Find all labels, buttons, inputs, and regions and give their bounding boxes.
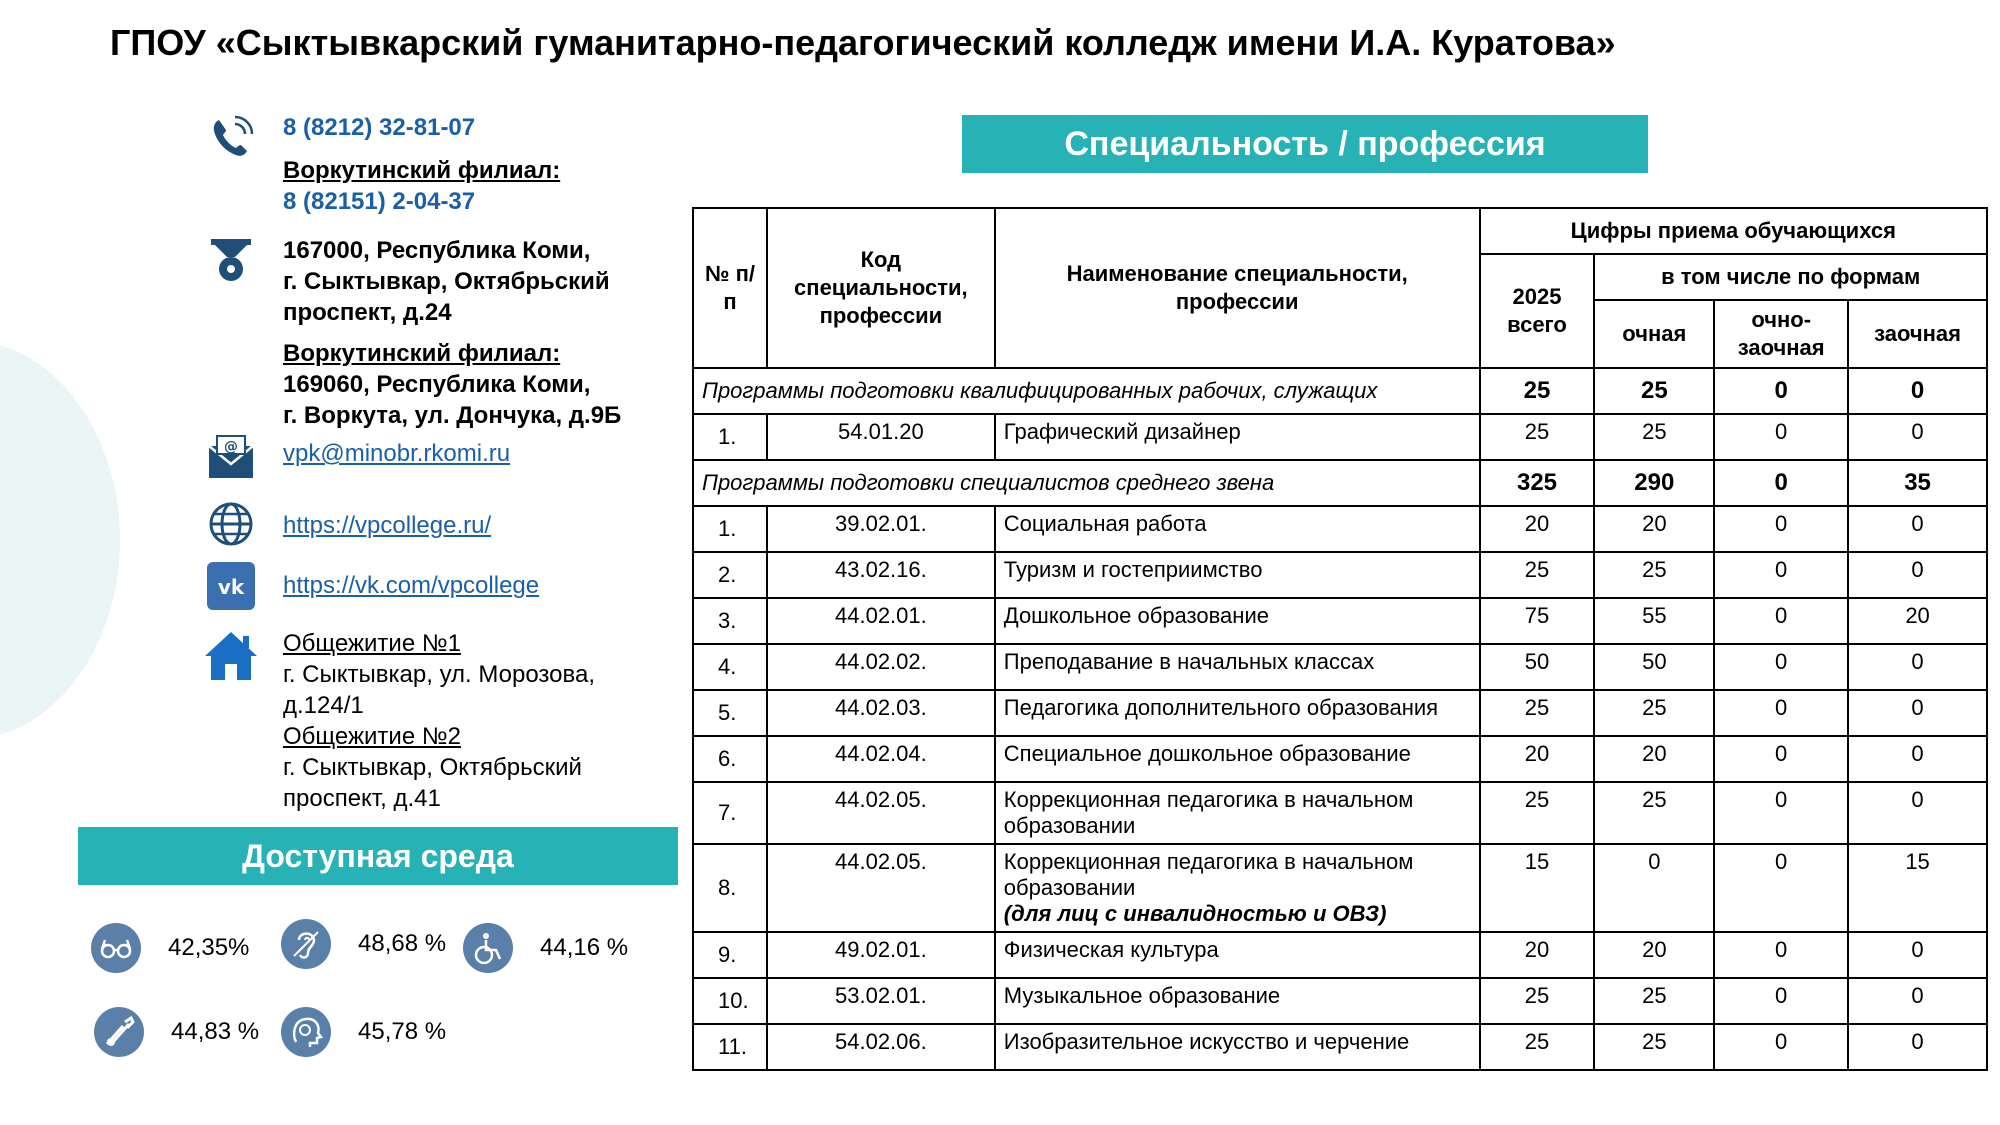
row-num: 5. (693, 690, 767, 736)
admission-table (692, 207, 1988, 1071)
row-name (995, 1024, 1480, 1070)
row-num: 4. (693, 644, 767, 690)
accessible-environment-banner: Доступная среда (78, 827, 678, 885)
row-name-text: Педагогика дополнительного образования (1003, 695, 1439, 720)
group-part: 0 (1714, 368, 1848, 414)
row-part: 0 (1714, 844, 1848, 932)
table-group-row (693, 460, 1987, 506)
row-part: 0 (1714, 506, 1848, 552)
header-full-time: очная (1594, 300, 1714, 368)
row-name-note: (для лиц с инвалидностью и ОВЗ) (1003, 901, 1387, 926)
table-row (693, 598, 1987, 644)
row-extra: 0 (1848, 736, 1987, 782)
row-extra: 0 (1848, 644, 1987, 690)
row-total: 25 (1480, 782, 1595, 844)
row-full: 25 (1594, 552, 1714, 598)
row-num: 9. (693, 932, 767, 978)
row-num: 8. (693, 844, 767, 932)
svg-text:vk: vk (217, 575, 245, 599)
row-total: 25 (1480, 690, 1595, 736)
row-name (995, 598, 1480, 644)
row-name (995, 414, 1480, 460)
group-extra: 35 (1848, 460, 1987, 506)
row-code: 44.02.05. (767, 844, 995, 932)
address-line-2: г. Сыктывкар, Октябрьский (283, 268, 610, 295)
hand-icon (93, 1006, 145, 1058)
row-name (995, 932, 1480, 978)
table-row (693, 644, 1987, 690)
dorm2-line-2: проспект, д.41 (283, 785, 441, 812)
email-link[interactable]: vpk@minobr.rkomi.ru (283, 440, 511, 467)
row-name (995, 552, 1480, 598)
specialty-banner: Специальность / профессия (962, 115, 1648, 173)
phone-icon (205, 112, 257, 164)
row-part: 0 (1714, 978, 1848, 1024)
vorkuta-address-line-1: 169060, Республика Коми, (283, 371, 591, 398)
row-total: 75 (1480, 598, 1595, 644)
vk-icon (205, 560, 257, 612)
vorkuta-phone-label: Воркутинский филиал: (283, 157, 561, 184)
table-row (693, 414, 1987, 460)
group-total: 325 (1480, 460, 1595, 506)
row-num: 10. (693, 978, 767, 1024)
table-row (693, 782, 1987, 844)
row-num: 7. (693, 782, 767, 844)
row-part: 0 (1714, 1024, 1848, 1070)
row-extra: 0 (1848, 506, 1987, 552)
row-part: 0 (1714, 932, 1848, 978)
table-row (693, 506, 1987, 552)
row-name-text: Изобразительное искусство и черчение (1003, 1029, 1410, 1054)
row-code: 44.02.03. (767, 690, 995, 736)
row-code: 49.02.01. (767, 932, 995, 978)
group-full: 290 (1594, 460, 1714, 506)
address-line-3: проспект, д.24 (283, 299, 452, 326)
group-label: Программы подготовки специалистов среднего звена (693, 460, 1480, 506)
row-num: 6. (693, 736, 767, 782)
header-total: 2025 всего (1480, 254, 1595, 368)
vk-link[interactable]: https://vk.com/vpcollege (283, 572, 540, 599)
table-group-row (693, 368, 1987, 414)
row-name (995, 506, 1480, 552)
row-code: 53.02.01. (767, 978, 995, 1024)
row-num: 1. (693, 506, 767, 552)
row-num: 1. (693, 414, 767, 460)
header-code: Код специальности, профессии (767, 208, 995, 368)
wheelchair-icon (462, 922, 514, 974)
table-row (693, 690, 1987, 736)
row-part: 0 (1714, 552, 1848, 598)
group-total: 25 (1480, 368, 1595, 414)
row-code: 39.02.01. (767, 506, 995, 552)
row-total: 25 (1480, 552, 1595, 598)
row-code: 44.02.01. (767, 598, 995, 644)
row-full: 0 (1594, 844, 1714, 932)
group-extra: 0 (1848, 368, 1987, 414)
row-code: 54.02.06. (767, 1024, 995, 1070)
row-extra: 0 (1848, 1024, 1987, 1070)
group-part: 0 (1714, 460, 1848, 506)
row-extra: 0 (1848, 782, 1987, 844)
svg-text:@: @ (224, 439, 238, 455)
table-row (693, 932, 1987, 978)
access-stat-value: 44,16 % (540, 934, 629, 961)
row-full: 25 (1594, 414, 1714, 460)
header-name: Наименование специальности, профессии (995, 208, 1480, 368)
dorm2-label: Общежитие №2 (283, 723, 461, 750)
row-name-text: Туризм и гостеприимство (1003, 557, 1263, 582)
row-part: 0 (1714, 782, 1848, 844)
row-name (995, 736, 1480, 782)
dorm1-label: Общежитие №1 (283, 630, 461, 657)
header-num: № п/п (693, 208, 767, 368)
row-name-text: Коррекционная педагогика в начальном образовании (1003, 787, 1414, 838)
row-num: 11. (693, 1024, 767, 1070)
row-extra: 15 (1848, 844, 1987, 932)
row-extra: 0 (1848, 552, 1987, 598)
row-full: 25 (1594, 978, 1714, 1024)
row-num: 2. (693, 552, 767, 598)
globe-icon (205, 498, 257, 550)
address-line-1: 167000, Республика Коми, (283, 237, 591, 264)
dorm2-line-1: г. Сыктывкар, Октябрьский (283, 754, 582, 781)
head-icon (280, 1006, 332, 1058)
decorative-circle (0, 340, 120, 740)
row-extra: 0 (1848, 690, 1987, 736)
row-name (995, 844, 1480, 932)
row-code: 43.02.16. (767, 552, 995, 598)
access-stat-value: 44,83 % (171, 1018, 260, 1045)
row-full: 20 (1594, 506, 1714, 552)
header-extramural: заочная (1848, 300, 1987, 368)
row-name-text: Социальная работа (1003, 511, 1207, 536)
row-code: 44.02.04. (767, 736, 995, 782)
table-row (693, 978, 1987, 1024)
header-forms: в том числе по формам (1594, 254, 1987, 300)
row-extra: 0 (1848, 414, 1987, 460)
row-num: 3. (693, 598, 767, 644)
row-part: 0 (1714, 414, 1848, 460)
row-name (995, 690, 1480, 736)
ear-icon (280, 918, 332, 970)
glasses-icon (90, 922, 142, 974)
row-part: 0 (1714, 644, 1848, 690)
table-row (693, 552, 1987, 598)
row-extra: 0 (1848, 978, 1987, 1024)
row-total: 15 (1480, 844, 1595, 932)
table-row (693, 736, 1987, 782)
row-code: 44.02.05. (767, 782, 995, 844)
location-pin-icon (205, 235, 257, 287)
row-name-text: Коррекционная педагогика в начальном образовании (1003, 849, 1414, 900)
table-row (693, 1024, 1987, 1070)
row-full: 25 (1594, 782, 1714, 844)
row-part: 0 (1714, 736, 1848, 782)
row-name-text: Специальное дошкольное образование (1003, 741, 1411, 766)
row-name-text: Дошкольное образование (1003, 603, 1269, 628)
row-part: 0 (1714, 690, 1848, 736)
access-stat-value: 45,78 % (358, 1018, 447, 1045)
access-stat-value: 48,68 % (358, 930, 447, 957)
row-full: 25 (1594, 1024, 1714, 1070)
row-full: 20 (1594, 932, 1714, 978)
house-icon (201, 628, 261, 684)
vorkuta-address-label: Воркутинский филиал: (283, 340, 561, 367)
row-extra: 0 (1848, 932, 1987, 978)
row-name-text: Графический дизайнер (1003, 419, 1241, 444)
dorm1-line-1: г. Сыктывкар, ул. Морозова, (283, 661, 595, 688)
row-part: 0 (1714, 598, 1848, 644)
dorm1-line-2: д.124/1 (283, 692, 364, 719)
main-phone: 8 (8212) 32-81-07 (283, 114, 476, 141)
row-code: 44.02.02. (767, 644, 995, 690)
header-admission: Цифры приема обучающихся (1480, 208, 1987, 254)
email-icon (205, 432, 257, 484)
row-full: 55 (1594, 598, 1714, 644)
row-total: 20 (1480, 736, 1595, 782)
group-label: Программы подготовки квалифицированных рабочих, служащих (693, 368, 1480, 414)
row-total: 20 (1480, 932, 1595, 978)
group-full: 25 (1594, 368, 1714, 414)
vorkuta-phone: 8 (82151) 2-04-37 (283, 188, 476, 215)
row-full: 50 (1594, 644, 1714, 690)
access-stat-value: 42,35% (168, 934, 250, 961)
row-name (995, 644, 1480, 690)
header-part-time: очно-заочная (1714, 300, 1848, 368)
row-name (995, 782, 1480, 844)
row-name-text: Музыкальное образование (1003, 983, 1281, 1008)
row-name (995, 978, 1480, 1024)
page-title: ГПОУ «Сыктывкарский гуманитарно-педагогический колледж имени И.А. Куратова» (110, 22, 1616, 63)
row-total: 50 (1480, 644, 1595, 690)
row-total: 25 (1480, 1024, 1595, 1070)
row-extra: 20 (1848, 598, 1987, 644)
row-full: 20 (1594, 736, 1714, 782)
row-name-text: Физическая культура (1003, 937, 1219, 962)
website-link[interactable]: https://vpcollege.ru/ (283, 512, 492, 539)
row-full: 25 (1594, 690, 1714, 736)
row-name-text: Преподавание в начальных классах (1003, 649, 1375, 674)
vorkuta-address-line-2: г. Воркута, ул. Дончука, д.9Б (283, 402, 622, 429)
row-total: 25 (1480, 978, 1595, 1024)
row-total: 25 (1480, 414, 1595, 460)
row-total: 20 (1480, 506, 1595, 552)
row-code: 54.01.20 (767, 414, 995, 460)
table-row (693, 844, 1987, 932)
